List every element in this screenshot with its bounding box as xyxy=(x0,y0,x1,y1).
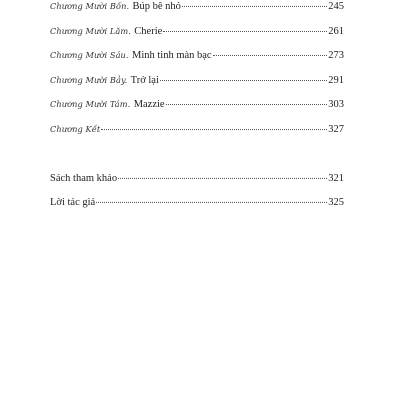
chapter-title: Búp bê nhỏ xyxy=(132,1,181,12)
toc-entry-references xyxy=(50,171,344,195)
page-number: 321 xyxy=(328,173,344,184)
toc-entry-chapter-16 xyxy=(50,48,344,73)
page-number: 327 xyxy=(328,123,344,135)
dot-leader xyxy=(182,6,327,7)
page-number: 261 xyxy=(328,25,344,37)
chapter-label: Chương Kết xyxy=(50,123,101,134)
chapter-title: Cherie xyxy=(134,25,163,37)
table-of-contents-chapters xyxy=(50,0,344,146)
chapter-label: Chương Mười Bốn. xyxy=(50,1,130,11)
page-number: 245 xyxy=(328,1,344,12)
toc-entry-chapter-18 xyxy=(50,97,344,122)
chapter-title: Minh tinh màn bạc xyxy=(131,50,212,61)
dot-leader xyxy=(101,129,327,130)
chapter-title: Mazzie xyxy=(133,99,165,110)
toc-entry-epilogue xyxy=(50,122,344,147)
chapter-label: Chương Mười Tám. xyxy=(50,99,131,109)
chapter-label: Chương Mười Lăm. xyxy=(50,25,131,36)
chapter-title: Trở lại xyxy=(130,74,159,86)
table-of-contents-extras xyxy=(50,171,344,219)
entry-title: Lời tác giả xyxy=(50,197,96,208)
page-number: 291 xyxy=(328,74,344,86)
dot-leader xyxy=(160,80,327,81)
dot-leader xyxy=(118,178,327,179)
entry-title: Sách tham khảo xyxy=(50,173,118,184)
toc-entry-chapter-17 xyxy=(50,73,344,98)
page-number: 273 xyxy=(328,50,344,61)
dot-leader xyxy=(96,202,327,203)
toc-entry-chapter-14 xyxy=(50,0,344,24)
dot-leader xyxy=(213,55,328,56)
chapter-label: Chương Mười Sáu. xyxy=(50,50,129,60)
toc-entry-author-note xyxy=(50,195,344,219)
chapter-label: Chương Mười Bảy. xyxy=(50,74,128,85)
dot-leader xyxy=(163,31,327,32)
page-number: 303 xyxy=(328,99,344,110)
dot-leader xyxy=(166,104,328,105)
page-number: 325 xyxy=(328,197,344,208)
toc-entry-chapter-15 xyxy=(50,24,344,49)
